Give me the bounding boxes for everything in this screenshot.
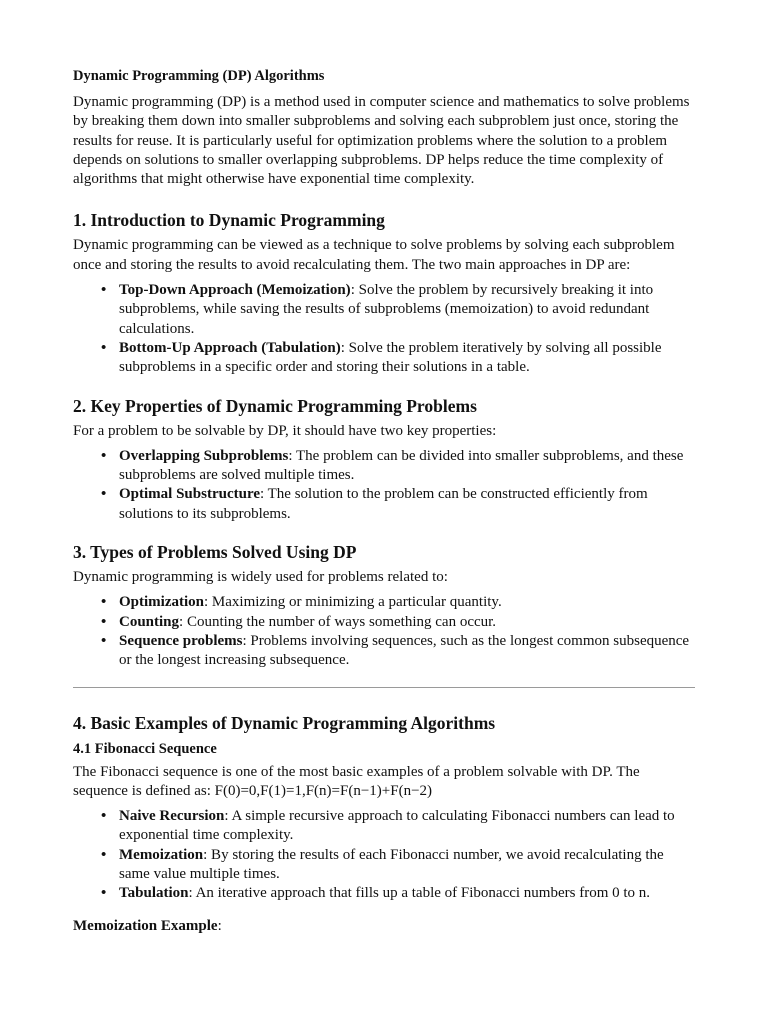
list-item-term: Top-Down Approach (Memoization) [119,282,351,299]
section-3-heading: 3. Types of Problems Solved Using DP [73,542,357,563]
list-item-text: : By storing the results of each Fibonacci number, we avoid recalculating the same value multiple times. [119,846,664,883]
list-item [73,632,695,671]
intro-paragraph: Dynamic programming (DP) is a method used in computer science and mathematics to solve problems by breaking them down into smaller subproblems and solving each subproblem just once, storing the results for reuse. It is particularly useful for optimization problems where the solution to a problem depends on solutions to smaller overlapping subproblems. DP helps reduce the time complexity of algorithms that might otherwise have exponential time complexity. [73,94,690,188]
list-item [73,846,695,885]
list-item-term: Tabulation [119,885,189,902]
list-item-term: Overlapping Subproblems [119,447,289,464]
section-3-paragraph: Dynamic programming is widely used for problems related to: [73,569,448,586]
list-item-text: : Solve the problem iteratively by solving all possible subproblems in a specific order and storing their solutions in a table. [119,339,662,376]
list-item [73,447,695,486]
section-divider [73,687,695,688]
section-1-heading: 1. Introduction to Dynamic Programming [73,210,385,231]
list-item-text: : Maximizing or minimizing a particular quantity. [204,594,502,611]
list-item-text: : Problems involving sequences, such as the longest common subsequence or the longest increasing subsequence. [119,632,690,669]
list-item [73,613,695,632]
list-item [73,485,695,524]
section-1-list [73,281,695,377]
list-item-term: Counting [119,613,180,630]
list-item [73,593,695,612]
section-2-heading: 2. Key Properties of Dynamic Programming Problems [73,395,477,416]
list-item-term: Optimal Substructure [119,486,260,503]
list-item-text: : The solution to the problem can be constructed efficiently from solutions to its subproblems. [119,486,648,522]
list-item-text: : An iterative approach that fills up a table of Fibonacci numbers from 0 to n. [188,885,651,902]
list-item-text: : The problem can be divided into smaller subproblems, and these subproblems are solved multiple times. [119,447,684,484]
section-1-paragraph: Dynamic programming can be viewed as a technique to solve problems by solving each subproblem once and storing the results to avoid recalculating them. The two main approaches in DP are: [73,237,675,273]
example-label-colon: : [217,917,222,934]
list-item-term: Sequence problems [119,632,243,649]
list-item [73,281,695,339]
example-label-bold: Memoization Example [73,917,218,934]
document-title: Dynamic Programming (DP) Algorithms [73,68,325,84]
section-3-list [73,593,695,670]
list-item-text: : A simple recursive approach to calculating Fibonacci numbers can lead to exponential time complexity. [119,808,675,844]
list-item-term: Optimization [119,594,204,611]
list-item [73,807,695,846]
list-item-term: Memoization [119,846,204,863]
list-item [73,884,695,903]
list-item-term: Naive Recursion [119,808,225,825]
section-2-paragraph: For a problem to be solvable by DP, it should have two key properties: [73,422,497,439]
memoization-example-label [73,917,695,936]
section-2-list [73,447,695,524]
section-4-list [73,807,695,903]
list-item-text: : Solve the problem by recursively breaking it into subproblems, while saving the results of subproblems (memoization) to avoid redundant calculations. [119,282,654,337]
list-item-text: : Counting the number of ways something can occur. [179,613,497,630]
section-4-paragraph: The Fibonacci sequence is one of the most basic examples of a problem solvable with DP. The sequence is defined as: F(0)=0,F(1)=1,F(n)=F(n−1)+F(n−2) [73,763,640,799]
section-4-heading: 4. Basic Examples of Dynamic Programming Algorithms [73,712,496,733]
subsection-4-1-heading: 4.1 Fibonacci Sequence [73,740,217,757]
list-item-term: Bottom-Up Approach (Tabulation) [119,339,341,356]
list-item [73,339,695,378]
